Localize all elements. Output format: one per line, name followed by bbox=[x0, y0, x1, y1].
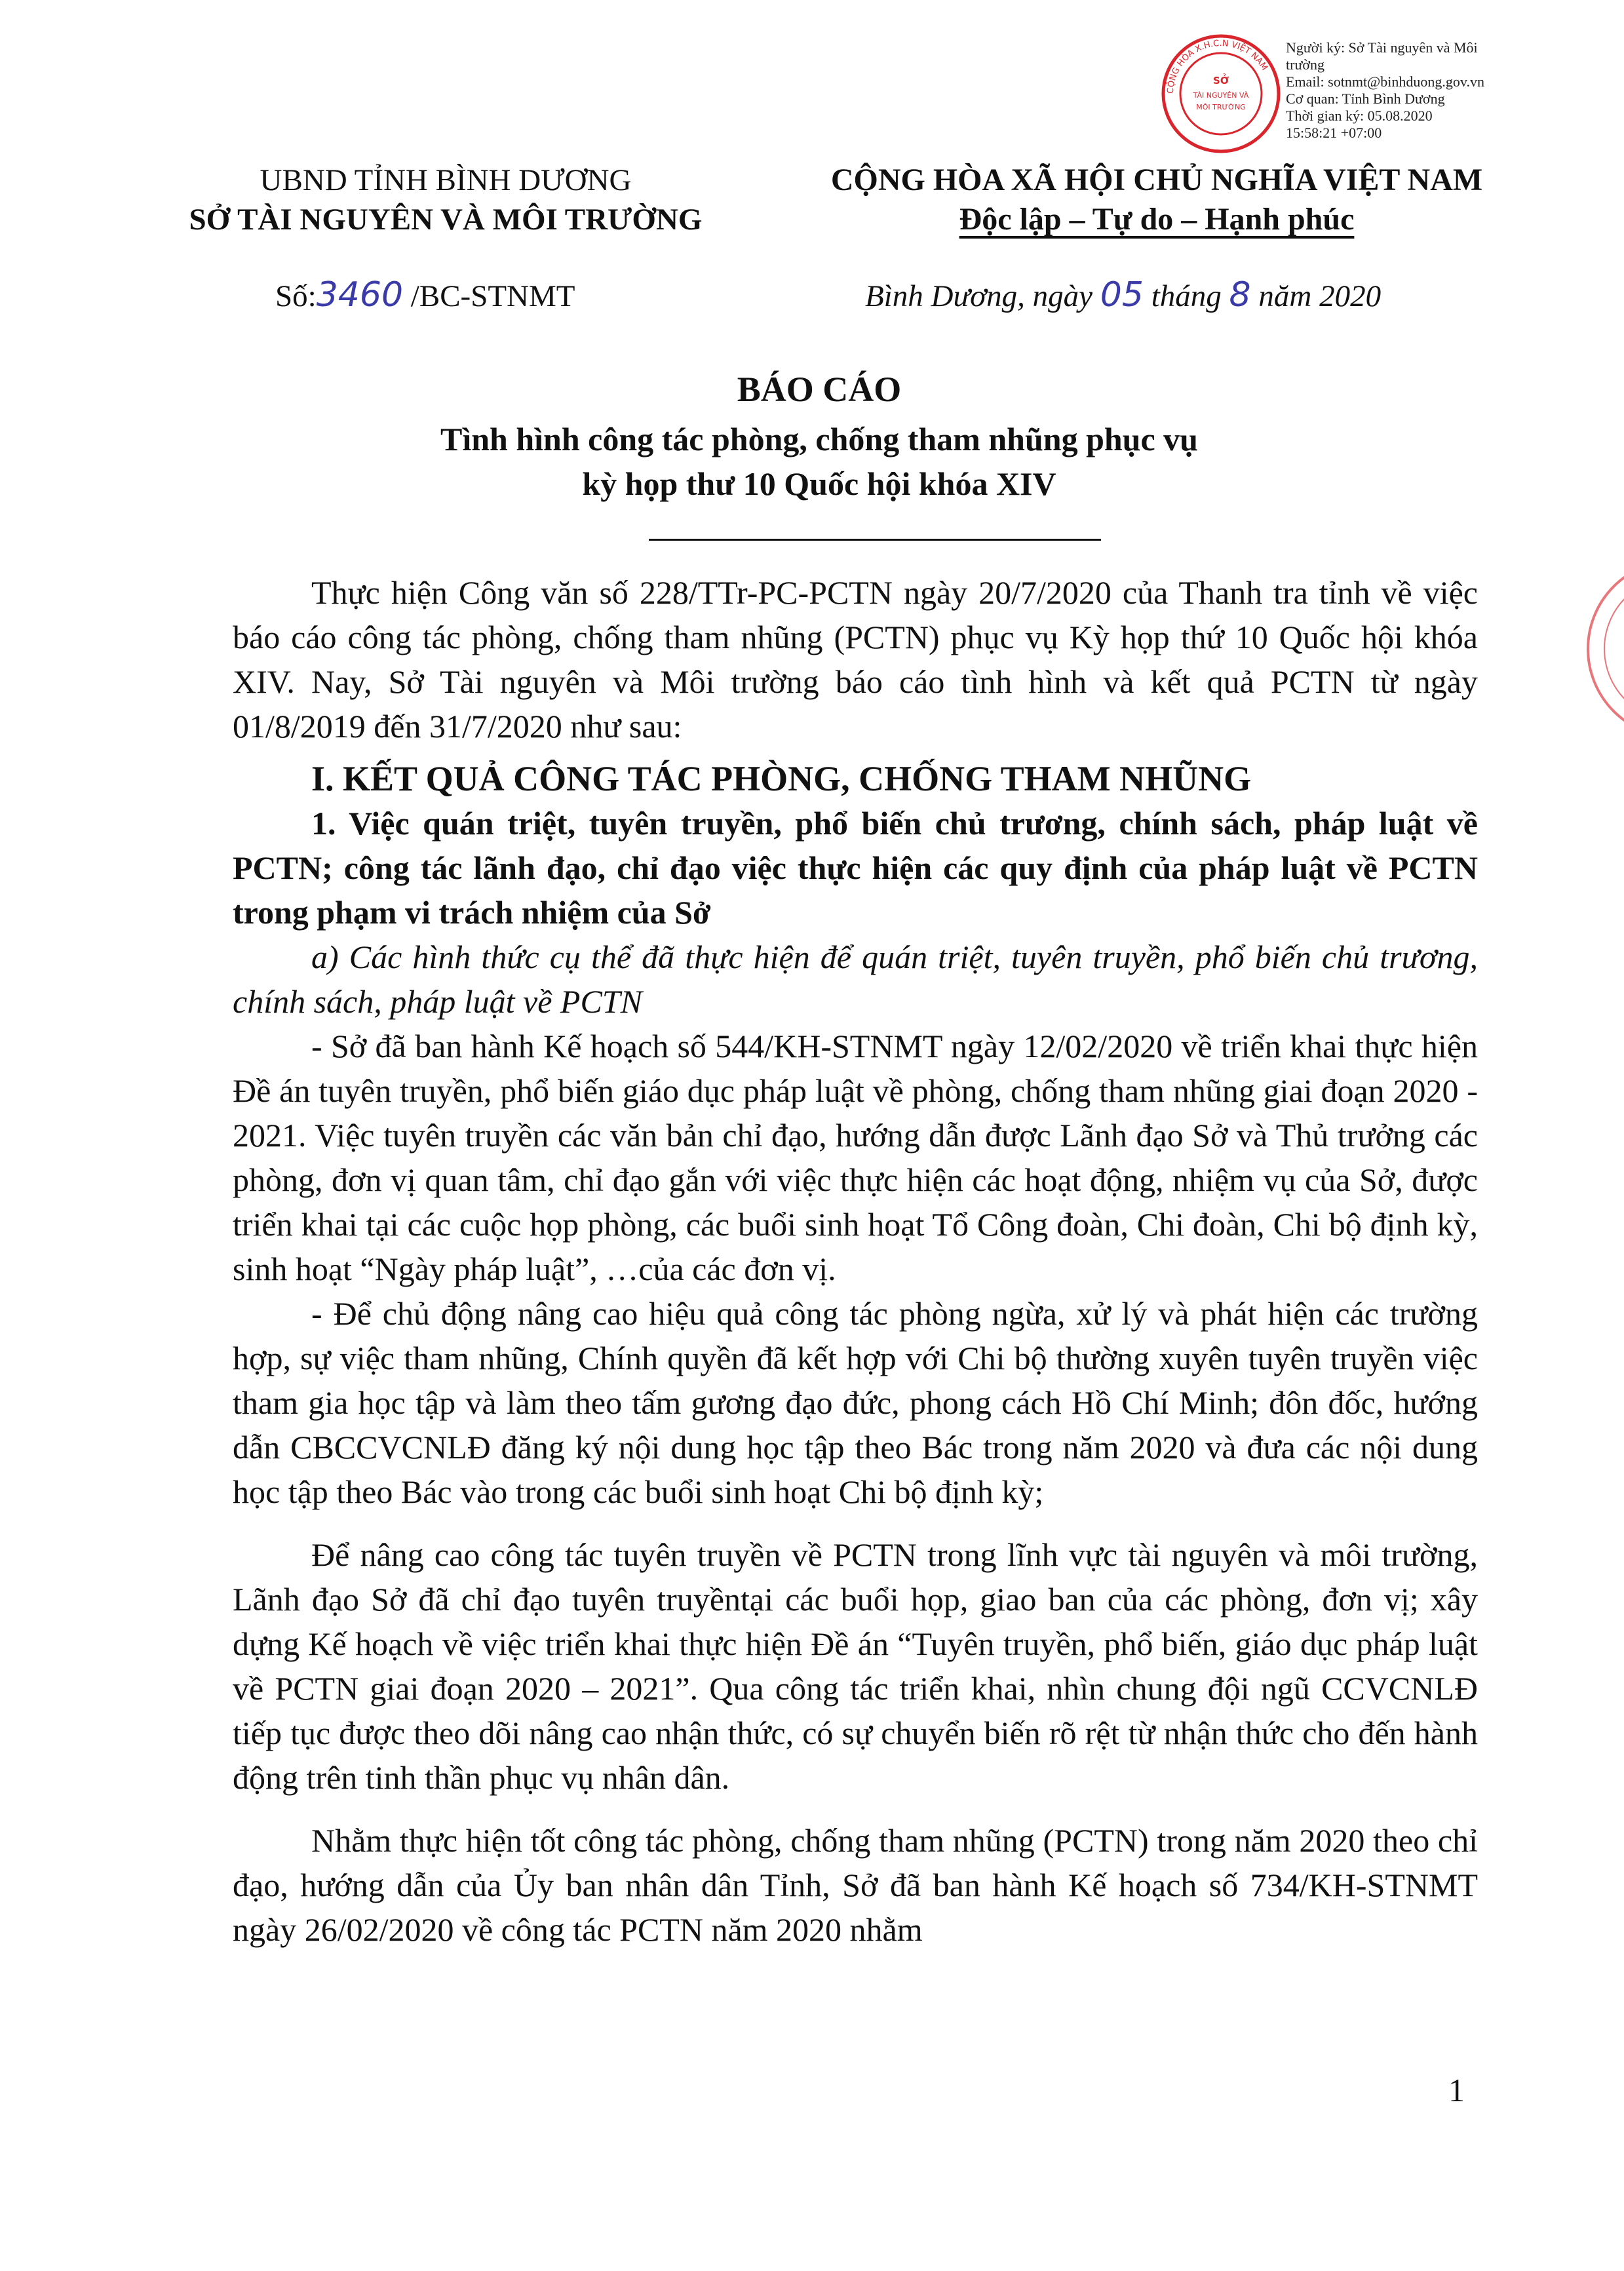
subsection-heading-a: a) Các hình thức cụ thể đã thực hiện để quán triệt, tuyên truyền, phổ biến chủ trương, chính sách, pháp luật về PCTN bbox=[233, 939, 1478, 1020]
signature-agency: Cơ quan: Tỉnh Bình Dương bbox=[1286, 90, 1445, 107]
report-body bbox=[233, 570, 1478, 1952]
title-line-3: kỳ họp thư 10 Quốc hội khóa XIV bbox=[582, 465, 1056, 502]
doc-no-prefix: Số: bbox=[275, 279, 317, 313]
official-seal-icon bbox=[1159, 31, 1283, 156]
date-month: 8 bbox=[1229, 275, 1251, 315]
svg-text:TÀI NGUYÊN VÀ: TÀI NGUYÊN VÀ bbox=[1193, 91, 1249, 100]
svg-text:MÔI TRƯỜNG: MÔI TRƯỜNG bbox=[1196, 103, 1246, 111]
section-heading-1: I. KẾT QUẢ CÔNG TÁC PHÒNG, CHỐNG THAM NHŨNG bbox=[311, 759, 1252, 798]
paragraph-plan-734: Nhằm thực hiện tốt công tác phòng, chống tham nhũng (PCTN) trong năm 2020 theo chỉ đạo, hướng dẫn của Ủy ban nhân dân Tỉnh, Sở đã ban hành Kế hoạch số 734/KH-STNMT ngày 26/02/2020 về công tác PCTN năm 2020 nhằm bbox=[233, 1822, 1478, 1948]
issuer-block bbox=[131, 161, 760, 239]
svg-text:SỞ: SỞ bbox=[1213, 75, 1229, 87]
digital-signature-info bbox=[1286, 39, 1594, 142]
title-divider bbox=[649, 539, 1101, 541]
date-month-label: tháng bbox=[1143, 279, 1229, 313]
national-heading bbox=[806, 161, 1507, 239]
page-number: 1 bbox=[1448, 2072, 1465, 2108]
date-prefix: Bình Dương, ngày bbox=[865, 279, 1100, 313]
paragraph-proactive: - Để chủ động nâng cao hiệu quả công tác phòng ngừa, xử lý và phát hiện các trường hợp, sự việc tham nhũng, Chính quyền đã kết hợp với Chi bộ thường xuyên tuyên truyền việc tham gia học tập và làm theo tấm gương đạo đức, phong cách Hồ Chí Minh; đôn đốc, hướng dẫn CBCCVCNLĐ đăng ký nội dung học tập theo Bác trong năm 2020 và đưa các nội dung học tập theo Bác vào trong các buổi sinh hoạt Chi bộ định kỳ; bbox=[233, 1295, 1478, 1510]
national-motto: Độc lập – Tự do – Hạnh phúc bbox=[959, 202, 1355, 237]
issuer-department: SỞ TÀI NGUYÊN VÀ MÔI TRƯỜNG bbox=[189, 203, 703, 237]
paragraph-plan-544: - Sở đã ban hành Kế hoạch số 544/KH-STNMT ngày 12/02/2020 về triển khai thực hiện Đề án tuyên truyền, phổ biến giáo dục pháp luật về phòng, chống tham nhũng giai đoạn 2020 - 2021. Việc tuyên truyền các văn bản chỉ đạo, hướng dẫn được Lãnh đạo Sở và Thủ trưởng các phòng, đơn vị quan tâm, chỉ đạo gắn với việc thực hiện các hoạt động, nhiệm vụ của Sở, được triển khai tại các cuộc họp phòng, các buổi sinh hoạt Tổ Công đoàn, Chi đoàn, Chi bộ định kỳ, sinh hoạt “Ngày pháp luật”, …của các đơn vị. bbox=[233, 1028, 1478, 1287]
subsection-heading-1: 1. Việc quán triệt, tuyên truyền, phổ biến chủ trương, chính sách, pháp luật về PCTN; công tác lãnh đạo, chỉ đạo việc thực hiện các quy định của pháp luật về PCTN trong phạm vi trách nhiệm của Sở bbox=[233, 805, 1478, 931]
signature-email: Email: sotnmt@binhduong.gov.vn bbox=[1286, 73, 1484, 90]
signature-time: Thời gian ký: 05.08.2020 15:58:21 +07:00 bbox=[1286, 107, 1433, 141]
doc-no-handwritten: 3460 bbox=[316, 275, 404, 315]
title-line-1: BÁO CÁO bbox=[737, 370, 902, 409]
doc-no-suffix: /BC-STNMT bbox=[403, 279, 575, 313]
document-date bbox=[865, 275, 1381, 316]
title-line-2: Tình hình công tác phòng, chống tham nhũng phục vụ bbox=[440, 421, 1198, 457]
paragraph-propaganda: Để nâng cao công tác tuyên truyền về PCTN trong lĩnh vực tài nguyên và môi trường, Lãnh đạo Sở đã chỉ đạo tuyên truyềntại các buổi họp, giao ban của các phòng, đơn vị; xây dựng Kế hoạch về việc triển khai thực hiện Đề án “Tuyên truyền, phổ biến, giáo dục pháp luật về PCTN giai đoạn 2020 – 2021”. Qua công tác triển khai, nhìn chung đội ngũ CCVCNLĐ tiếp tục được theo dõi nâng cao nhận thức, có sự chuyển biến rõ rệt từ nhận thức cho đến hành động trên tinh thần phục vụ nhân dân. bbox=[233, 1536, 1478, 1796]
signature-signer: Người ký: Sở Tài nguyên và Môi trường bbox=[1286, 39, 1478, 73]
nation-name: CỘNG HÒA XÃ HỘI CHỦ NGHĨA VIỆT NAM bbox=[830, 163, 1483, 197]
document-number bbox=[275, 275, 575, 316]
partial-seal-icon bbox=[1578, 551, 1624, 747]
date-day: 05 bbox=[1100, 275, 1144, 315]
paragraph-intro: Thực hiện Công văn số 228/TTr-PC-PCTN ngày 20/7/2020 của Thanh tra tỉnh về việc báo cáo công tác phòng, chống tham nhũng (PCTN) phục vụ Kỳ họp thứ 10 Quốc hội khóa XIV. Nay, Sở Tài nguyên và Môi trường báo cáo tình hình và kết quả PCTN từ ngày 01/8/2019 đến 31/7/2020 như sau: bbox=[233, 574, 1478, 745]
issuer-province: UBND TỈNH BÌNH DƯƠNG bbox=[260, 163, 632, 197]
report-title bbox=[197, 367, 1442, 506]
svg-text:CỘNG HÒA X.H.C.N VIỆT NAM: CỘNG HÒA X.H.C.N VIỆT NAM bbox=[1165, 38, 1269, 94]
date-year: năm 2020 bbox=[1250, 279, 1382, 313]
